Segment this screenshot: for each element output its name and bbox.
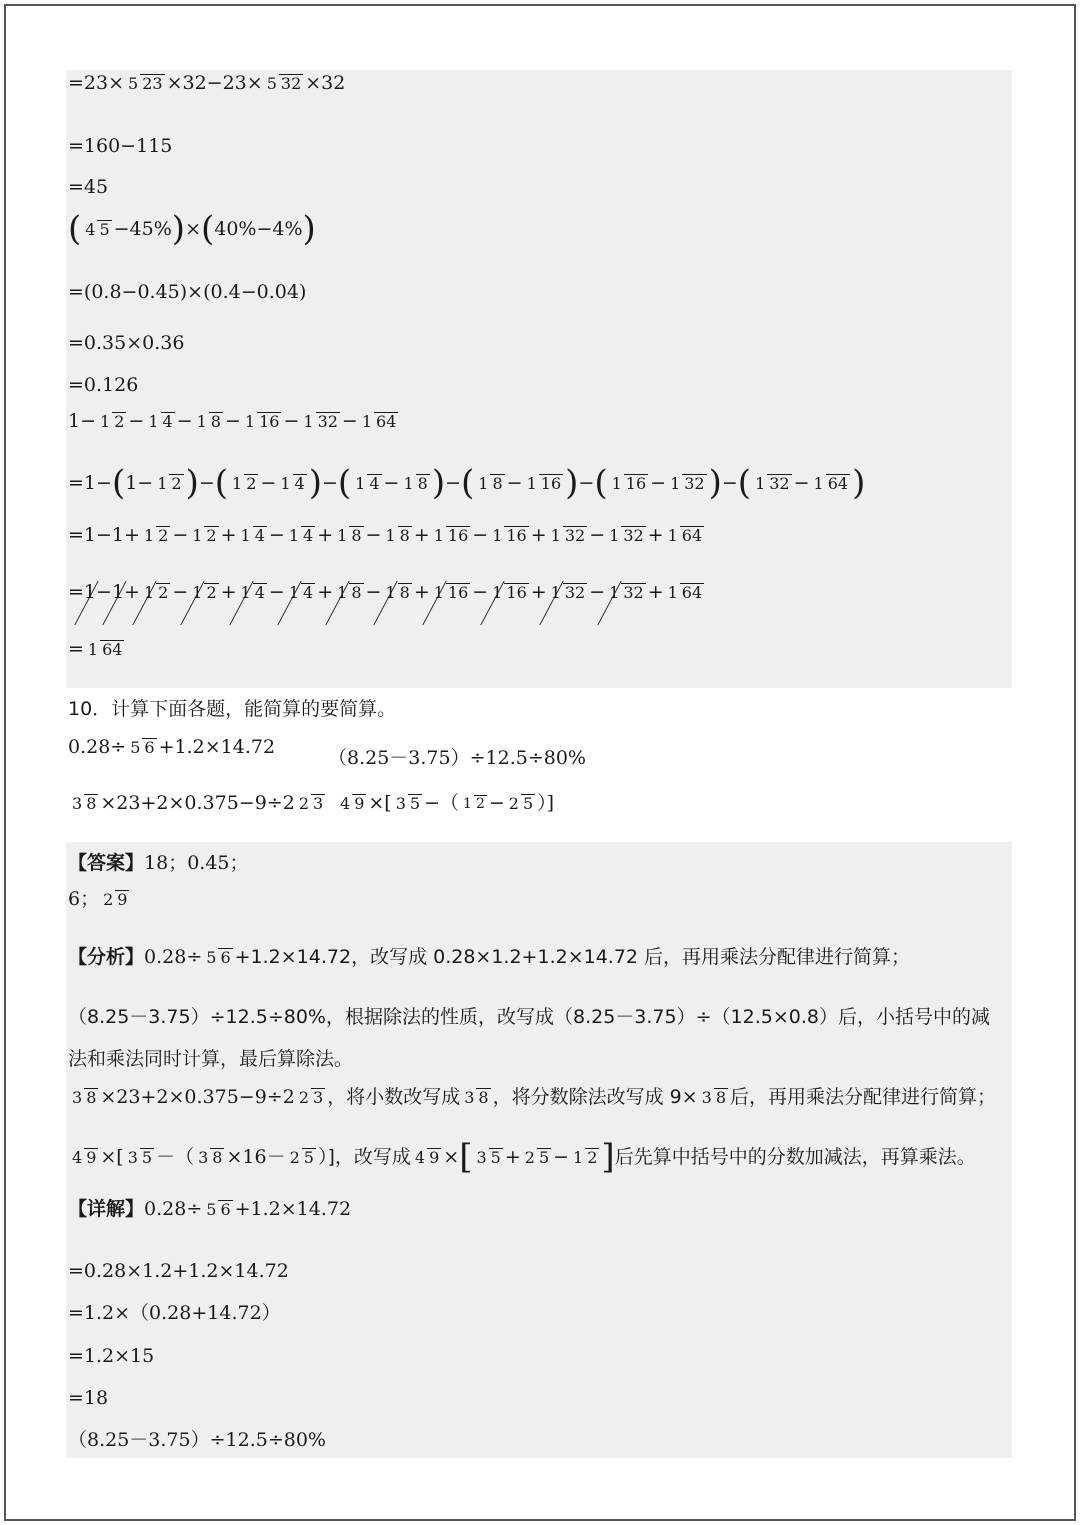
question-10-problem-4: 4 9 ×[ 3 5 −（ 1 2 − 2 5 ）] — [340, 792, 555, 815]
answer-line-1: 【答案】 18；0.45； — [68, 852, 249, 874]
analysis-line-2: （8.25－3.75）÷12.5÷80%，根据除法的性质，改写成（8.25－3.75）÷（12.5×0.8）后，小括号中的减 — [68, 1006, 990, 1028]
detail-step-4: =18 — [68, 1387, 109, 1409]
prev-step-3: =45 — [68, 176, 109, 198]
question-10-title: 10．计算下面各题，能简算的要简算。 — [68, 698, 397, 720]
prev-step-11-cancel: = 1 − 1 + 1 2 − 1 2 + 1 4 − 1 4 + 1 8 − 1 8 + 1 16 − 1 16 + 1 32 − 1 32 + 1 64 — [68, 581, 703, 604]
detail-step-5: （8.25－3.75）÷12.5÷80% — [68, 1429, 326, 1451]
prev-step-10: =1−1+ 1 2 − 1 2 + 1 4 − 1 4 + 1 8 − 1 8 + 1 16 − 1 16 + 1 32 − 1 32 + 1 64 — [68, 524, 703, 547]
analysis-line-3: 法和乘法同时计算，最后算除法。 — [68, 1048, 354, 1070]
question-10-problem-3: 3 8 ×23+2×0.375−9÷2 2 3 — [72, 792, 324, 815]
analysis-line-5: 4 9 ×[ 3 5 －（ 3 8 ×16－ 2 5 ）]，改写成 4 9 × [ 3 5 + 2 5 − 1 2 ] 后先算中括号中的分数加减法，再算乘法。 — [72, 1137, 976, 1177]
prev-step-6: =0.35×0.36 — [68, 332, 185, 354]
prev-step-12-result: = 1 64 — [68, 638, 123, 661]
prev-step-5: =(0.8−0.45)×(0.4−0.04) — [68, 281, 307, 303]
detail-line-1: 【详解】 0.28÷ 5 6 +1.2×14.72 — [68, 1198, 352, 1221]
prev-step-1: =23× 5 23 ×32−23× 5 32 ×32 — [68, 72, 346, 95]
prev-step-2: =160−115 — [68, 135, 173, 157]
answer-line-2: 6； 2 9 — [68, 888, 128, 911]
prev-step-4: ( 4 5 −45% ) × ( 40%−4% ) — [68, 209, 316, 249]
question-10-problem-2: （8.25－3.75）÷12.5÷80% — [328, 747, 586, 769]
analysis-line-4: 3 8 ×23+2×0.375−9÷2 2 3 ，将小数改写成 3 8 ，将分数除法改写成 9× 3 8 后，再用乘法分配律进行简算； — [72, 1086, 997, 1109]
analysis-line-1: 【分析】 0.28÷ 5 6 +1.2×14.72，改写成 0.28×1.2+1.2×14.72 后，再用乘法分配律进行简算； — [68, 946, 911, 969]
detail-step-2: =1.2×（0.28+14.72） — [68, 1302, 281, 1324]
prev-step-9: =1− ( 1− 1 2 ) − ( 1 2 − 1 4 ) − ( 1 4 − 1 8 ) − ( 1 8 − 1 16 ) − ( 1 16 − 1 32 ) − ( 1 32 − 1 64 ) — [68, 463, 866, 503]
prev-step-8: 1− 1 2 − 1 4 − 1 8 − 1 16 − 1 32 − 1 64 — [68, 410, 397, 433]
detail-step-1: =0.28×1.2+1.2×14.72 — [68, 1260, 289, 1282]
question-10-problem-1: 0.28÷ 5 6 +1.2×14.72 — [68, 736, 276, 759]
prev-step-7: =0.126 — [68, 374, 139, 396]
detail-step-3: =1.2×15 — [68, 1345, 155, 1367]
